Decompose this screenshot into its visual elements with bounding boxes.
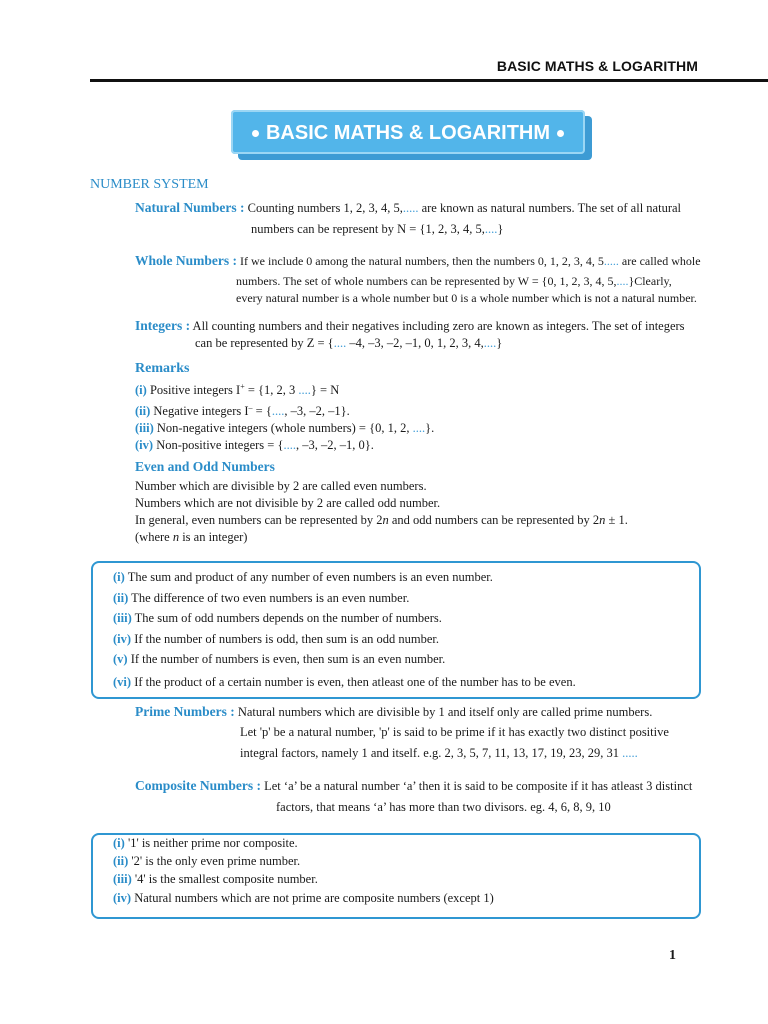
remark-number: (ii) <box>135 404 151 419</box>
fact-text: '2' is the only even prime number. <box>128 854 301 868</box>
properties-list <box>113 567 576 693</box>
integers-text: } <box>496 336 503 350</box>
remark-sup: – <box>248 403 253 413</box>
integers-text: –4, –3, –2, –1, 0, 1, 2, 3, 4, <box>346 336 484 350</box>
page-number: 1 <box>669 948 676 963</box>
remark-item <box>135 437 434 454</box>
fact-text: Natural numbers which are not prime are composite numbers (except 1) <box>131 891 494 905</box>
property-number: (iv) <box>113 631 132 646</box>
integers-label: Integers : <box>135 318 191 333</box>
property-number: (i) <box>113 570 125 584</box>
even-odd-body <box>135 478 628 546</box>
even-odd-heading: Even and Odd Numbers <box>135 459 275 474</box>
property-item <box>113 649 576 670</box>
remarks-title <box>135 361 189 377</box>
property-item <box>113 588 576 609</box>
remark-item <box>135 378 434 399</box>
even-odd-text: In general, even numbers can be represented by 2 <box>135 513 383 527</box>
property-item <box>113 567 576 588</box>
remark-text: } = N <box>310 383 340 398</box>
bullet-dot-icon <box>252 130 259 137</box>
property-text: If the product of a certain number is even, then atleast one of the number has to be even. <box>131 674 576 689</box>
remark-text: Non-positive integers = { <box>153 438 284 453</box>
fact-number: (iii) <box>113 872 132 886</box>
remark-text: Positive integers I <box>146 383 241 398</box>
header-rule <box>90 79 768 82</box>
whole-numbers-label: Whole Numbers : <box>135 253 237 268</box>
even-odd-line: Numbers which are not divisible by 2 are called odd number. <box>135 496 441 510</box>
ellipsis: ..... <box>622 746 638 760</box>
whole-numbers-line2 <box>236 273 672 290</box>
ellipsis: .... <box>616 274 629 288</box>
property-item <box>113 671 576 693</box>
remark-text: = { <box>252 404 272 419</box>
remark-item <box>135 420 434 437</box>
property-item <box>113 629 576 650</box>
prime-text: Natural numbers which are divisible by 1 and itself only are called prime numbers. <box>237 705 653 719</box>
property-text: If the number of numbers is even, then sum is an even number. <box>127 652 446 666</box>
natural-numbers-line2 <box>251 221 503 238</box>
variable-n: n <box>382 513 389 527</box>
remark-text: , –3, –2, –1, 0}. <box>295 438 374 453</box>
prime-numbers-line3 <box>240 745 638 762</box>
property-text: The sum and product of any number of even numbers is an even number. <box>124 570 493 584</box>
bullet-dot-icon <box>557 130 564 137</box>
remark-item <box>135 399 434 420</box>
even-odd-line: Number which are divisible by 2 are called even numbers. <box>135 479 427 493</box>
remarks-heading: Remarks <box>135 361 190 376</box>
property-number: (ii) <box>113 590 129 605</box>
prime-numbers-line1 <box>135 703 652 721</box>
facts-list <box>113 834 494 908</box>
remark-text: , –3, –2, –1}. <box>284 404 350 419</box>
ellipsis: .... <box>484 222 498 236</box>
integers-line1 <box>135 317 685 335</box>
property-text: If the number of numbers is odd, then sum is an odd number. <box>131 631 440 646</box>
natural-text: } <box>497 222 504 236</box>
property-number: (v) <box>113 652 128 666</box>
property-item <box>113 608 576 629</box>
running-header: BASIC MATHS & LOGARITHM <box>496 58 698 74</box>
ellipsis: .... <box>412 421 426 436</box>
fact-number: (i) <box>113 836 125 850</box>
fact-item <box>113 852 494 870</box>
remark-number: (iii) <box>135 421 154 436</box>
ellipsis: .... <box>333 336 347 350</box>
property-text: The difference of two even numbers is an even number. <box>128 590 410 605</box>
composite-numbers-line2: factors, that means ‘a’ has more than two divisors. eg. 4, 6, 8, 9, 10 <box>276 800 611 814</box>
fact-number: (iv) <box>113 891 132 905</box>
even-odd-line <box>135 529 628 546</box>
remark-number: (iv) <box>135 438 154 453</box>
title-banner-content <box>240 116 576 150</box>
remarks-list <box>135 378 434 454</box>
fact-item <box>113 888 494 908</box>
property-number: (iii) <box>113 611 132 625</box>
fact-item <box>113 870 494 888</box>
remark-number: (i) <box>135 383 147 398</box>
natural-numbers-line1 <box>135 199 681 217</box>
even-odd-text: is an integer) <box>179 530 248 544</box>
fact-item <box>113 834 494 852</box>
variable-n: n <box>172 530 180 544</box>
whole-text: numbers. The set of whole numbers can be represented by W = {0, 1, 2, 3, 4, 5, <box>236 274 617 288</box>
natural-text: Counting numbers 1, 2, 3, 4, 5, <box>247 201 403 215</box>
composite-numbers-label: Composite Numbers : <box>135 778 261 793</box>
ellipsis: ..... <box>402 201 419 215</box>
ellipsis: .... <box>298 383 311 398</box>
natural-text: numbers can be represent by N = {1, 2, 3, 4, 5, <box>251 222 485 236</box>
prime-text: integral factors, namely 1 and itself. e.g. 2, 3, 5, 7, 11, 13, 17, 19, 23, 29, 31 <box>240 746 623 760</box>
remark-text: }. <box>425 421 435 436</box>
whole-text: }Clearly, <box>628 274 672 288</box>
whole-text: are called whole <box>618 254 701 268</box>
fact-number: (ii) <box>113 854 129 868</box>
composite-numbers-line1 <box>135 777 692 795</box>
integers-text: All counting numbers and their negatives including zero are known as integers. The set of integers <box>192 319 685 333</box>
property-number: (vi) <box>113 674 132 689</box>
even-odd-text: and odd numbers can be represented by 2 <box>388 513 600 527</box>
integers-line2 <box>195 335 502 352</box>
even-odd-text: ± 1. <box>605 513 628 527</box>
section-title: NUMBER SYSTEM <box>90 177 209 192</box>
remark-sup: + <box>240 382 245 391</box>
integers-text: can be represented by Z = { <box>195 336 334 350</box>
variable-n: n <box>599 513 606 527</box>
remark-text: Non-negative integers (whole numbers) = {0, 1, 2, <box>153 421 413 436</box>
fact-text: '1' is neither prime nor composite. <box>124 836 298 850</box>
whole-numbers-line3: every natural number is a whole number but 0 is a whole number which is not a natural number. <box>236 291 697 305</box>
prime-numbers-label: Prime Numbers : <box>135 704 235 719</box>
whole-numbers-line1 <box>135 252 701 270</box>
ellipsis: .... <box>483 336 497 350</box>
remark-text: Negative integers I <box>150 404 249 419</box>
banner-title: BASIC MATHS & LOGARITHM <box>265 121 551 144</box>
natural-numbers-label: Natural Numbers : <box>135 200 245 215</box>
natural-text: are known as natural numbers. The set of all natural <box>418 201 681 215</box>
remark-text: = {1, 2, 3 <box>244 383 299 398</box>
even-odd-line <box>135 512 628 529</box>
even-odd-title <box>135 459 275 475</box>
whole-text: If we include 0 among the natural numbers, then the numbers 0, 1, 2, 3, 4, 5 <box>240 254 604 268</box>
property-text: The sum of odd numbers depends on the number of numbers. <box>131 611 442 625</box>
ellipsis: ..... <box>603 254 619 268</box>
ellipsis: .... <box>271 404 285 419</box>
fact-text: '4' is the smallest composite number. <box>131 872 318 886</box>
composite-text: Let ‘a’ be a natural number ‘a’ then it is said to be composite if it has atleast 3 distinct <box>264 779 693 793</box>
ellipsis: .... <box>283 438 296 453</box>
prime-numbers-line2: Let 'p' be a natural number, 'p' is said to be prime if it has exactly two distinct positive <box>240 725 669 739</box>
even-odd-text: (where <box>135 530 173 544</box>
